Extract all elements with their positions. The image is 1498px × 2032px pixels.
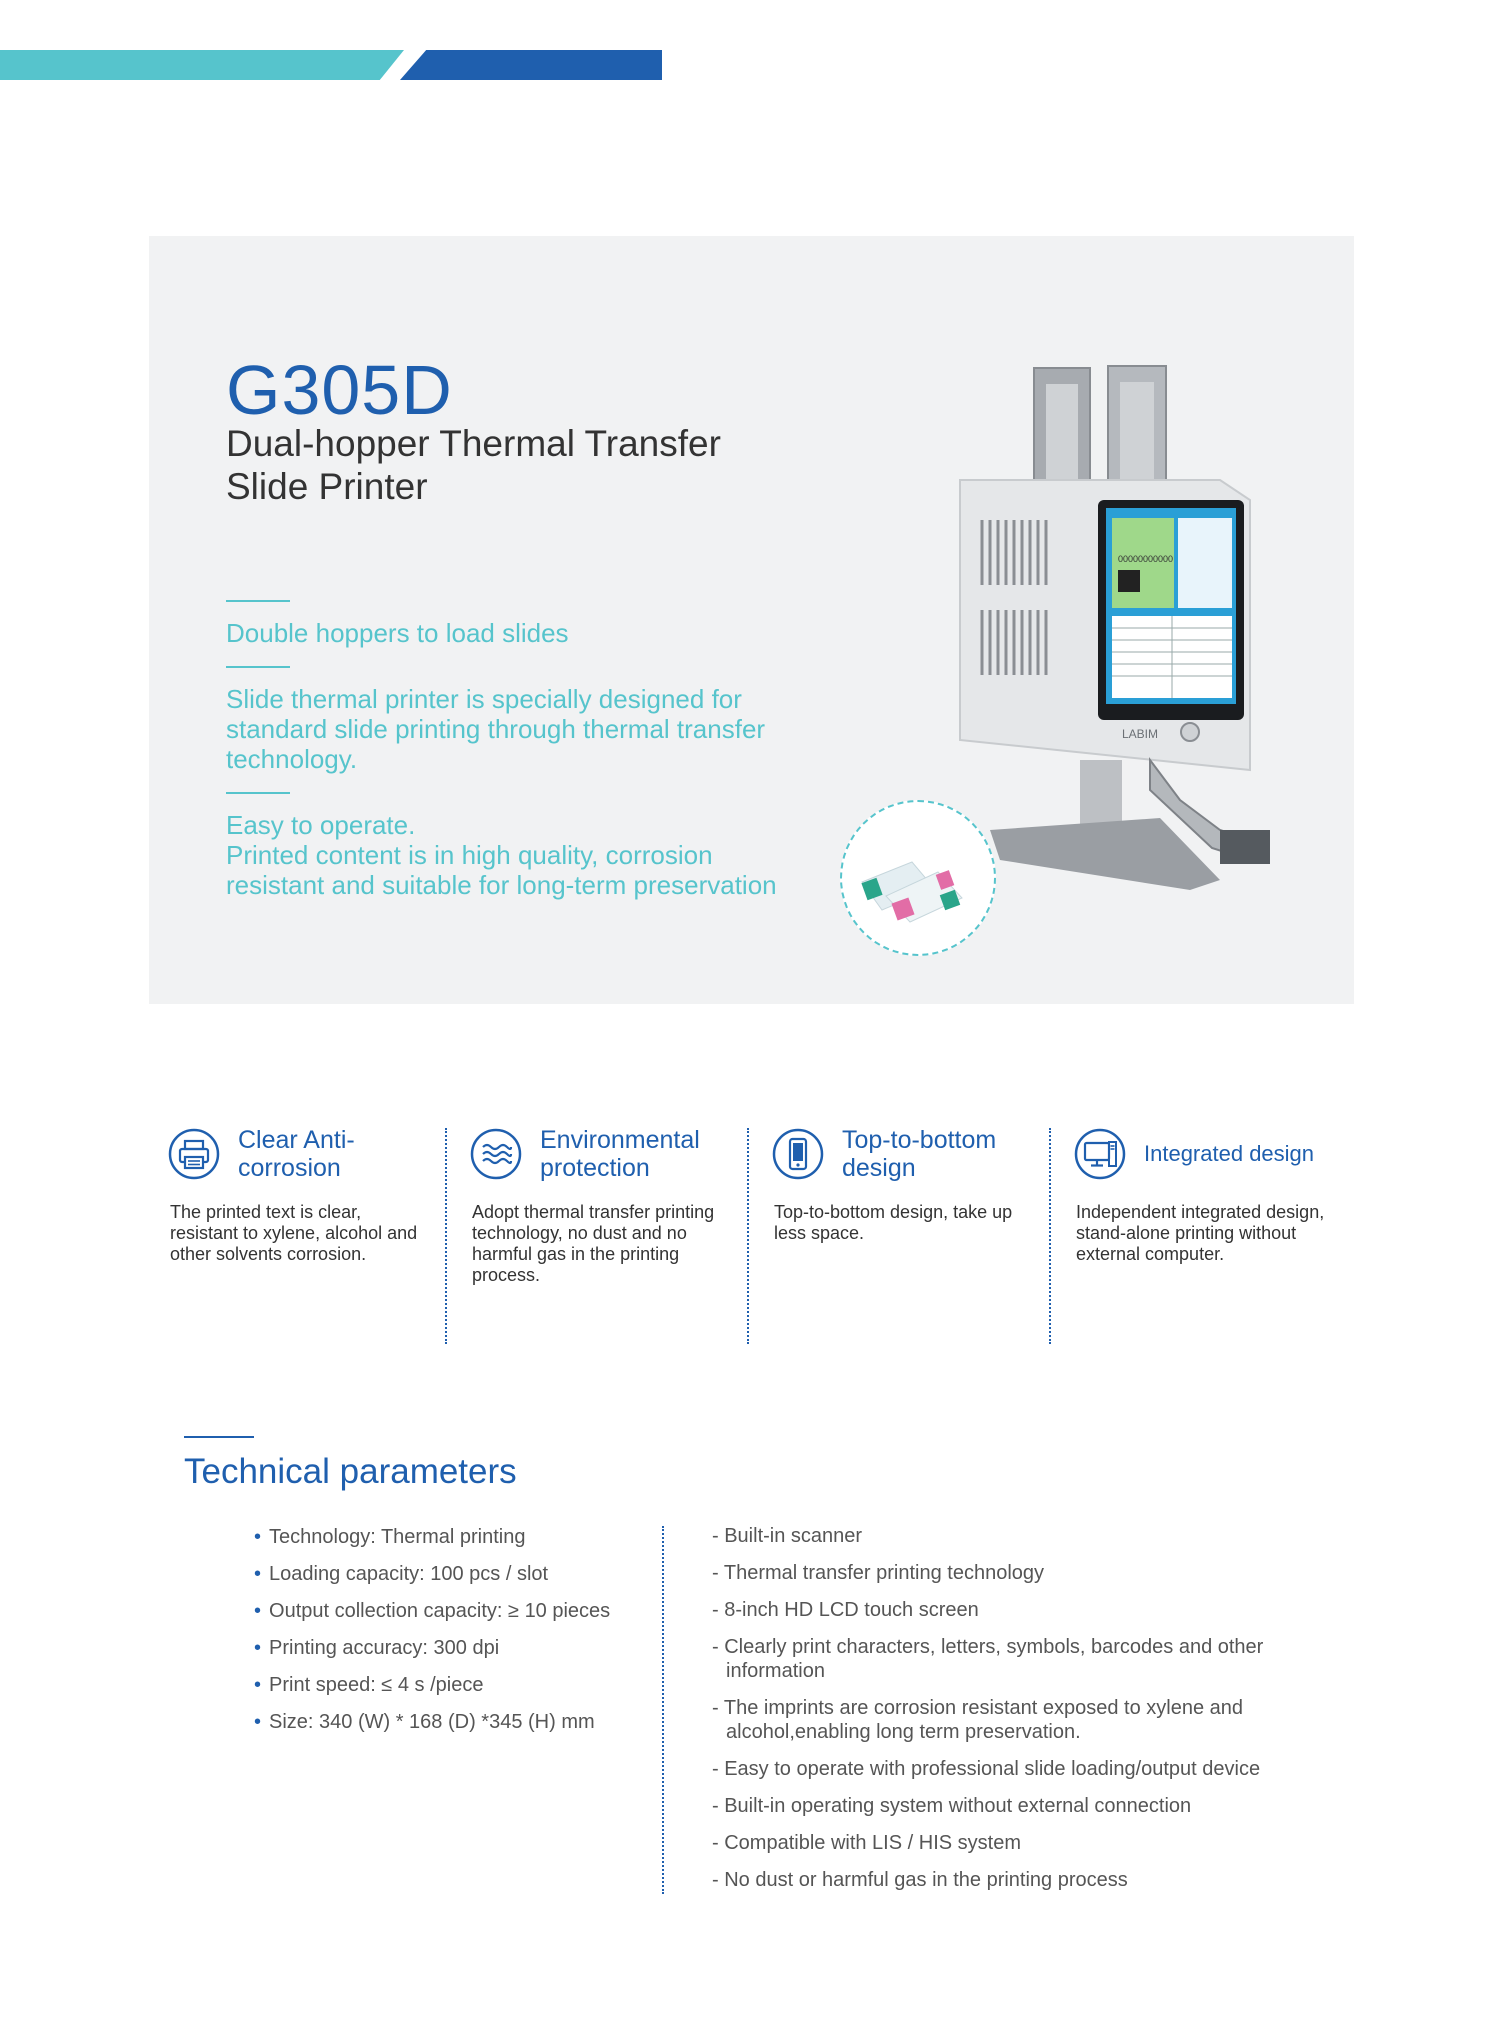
hero-point-thermal: Slide thermal printer is specially designed for standard slide printing through thermal transfer technology. xyxy=(226,684,766,774)
spec-item: • Output collection capacity: ≥ 10 pieces xyxy=(254,1598,654,1635)
spec-item: • Technology: Thermal printing xyxy=(254,1524,654,1561)
feature-item: - Built-in operating system without external connection xyxy=(712,1794,1292,1818)
header-blue-stripe xyxy=(400,50,662,80)
slides-sample-image xyxy=(840,800,996,956)
hero-point-quality: Printed content is in high quality, corrosion resistant and suitable for long-term preservation xyxy=(226,840,777,900)
feature-desc: Top-to-bottom design, take up less space. xyxy=(774,1202,1013,1243)
feature-separator xyxy=(445,1128,447,1344)
feature-title: Environmental protection xyxy=(540,1126,700,1182)
model-name: G305D xyxy=(226,351,453,429)
spec-item: • Print speed: ≤ 4 s /piece xyxy=(254,1672,654,1709)
hero-point-hoppers: Double hoppers to load slides xyxy=(226,618,569,648)
feature-item: - Built-in scanner xyxy=(712,1524,1292,1548)
divider xyxy=(226,600,290,602)
spec-list-left xyxy=(254,1524,654,1746)
feature-desc: The printed text is clear, resistant to xylene, alcohol and other solvents corrosion. xyxy=(170,1202,418,1264)
feature-title: Clear Anti-corrosion xyxy=(238,1126,355,1182)
feature-separator xyxy=(1049,1128,1051,1344)
hero-point-easy: Easy to operate. xyxy=(226,810,416,840)
printer-icon xyxy=(168,1128,220,1180)
spec-item: • Printing accuracy: 300 dpi xyxy=(254,1635,654,1672)
feature-item: - No dust or harmful gas in the printing process xyxy=(712,1868,1292,1892)
divider xyxy=(226,666,290,668)
feature-item: - Easy to operate with professional slide loading/output device xyxy=(712,1757,1292,1781)
feature-item: - The imprints are corrosion resistant exposed to xylene and alcohol,enabling long term preservation. xyxy=(712,1696,1292,1744)
computer-icon xyxy=(1074,1128,1126,1180)
header-teal-stripe xyxy=(0,50,404,80)
product-subtitle: Dual-hopper Thermal Transfer Slide Printer xyxy=(226,423,721,507)
screen-code-text: 00000000000 xyxy=(1118,554,1174,564)
device-brand-logo: LABIM xyxy=(1122,727,1159,741)
waves-icon xyxy=(470,1128,522,1180)
feature-item: - Compatible with LIS / HIS system xyxy=(712,1831,1292,1855)
feature-desc: Adopt thermal transfer printing technology, no dust and no harmful gas in the printing process. xyxy=(472,1202,715,1285)
section-divider xyxy=(184,1436,254,1438)
feature-separator xyxy=(747,1128,749,1344)
feature-title: Integrated design xyxy=(1144,1141,1315,1166)
spec-column-separator xyxy=(662,1526,664,1894)
feature-item: - Clearly print characters, letters, symbols, barcodes and other information xyxy=(712,1635,1292,1683)
phone-device-icon xyxy=(772,1128,824,1180)
feature-item: - 8-inch HD LCD touch screen xyxy=(712,1598,1292,1622)
feature-item: - Thermal transfer printing technology xyxy=(712,1561,1292,1585)
spec-item: • Size: 340 (W) * 168 (D) *345 (H) mm xyxy=(254,1709,654,1746)
spec-item: • Loading capacity: 100 pcs / slot xyxy=(254,1561,654,1598)
spec-list-right xyxy=(712,1524,1292,1905)
printer-device-image xyxy=(950,360,1310,920)
divider xyxy=(226,792,290,794)
feature-desc: Independent integrated design, stand-alone printing without external computer. xyxy=(1076,1202,1325,1264)
feature-title: Top-to-bottom design xyxy=(842,1126,997,1182)
technical-parameters-heading: Technical parameters xyxy=(184,1452,517,1491)
